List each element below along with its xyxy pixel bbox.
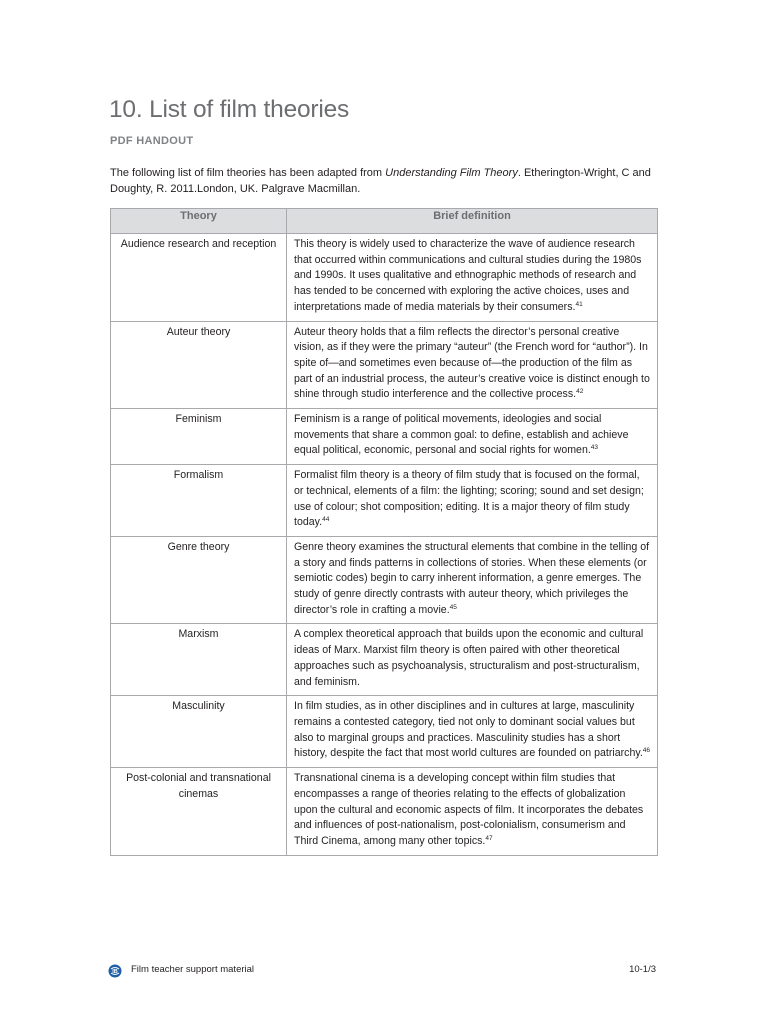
- page-number: 10-1/3: [629, 964, 656, 975]
- table-row: [111, 696, 658, 768]
- theory-name: Feminism: [111, 409, 287, 465]
- definition-column-header: Brief definition: [287, 209, 658, 234]
- theory-definition: Auteur theory holds that a film reflects the director’s personal creative vision, as if they were the primary “auteur” (the French word for “author”). In spite of—and sometimes even because of—the production of the film as part of an industrial process, the auteur’s creative voice is distinct enough to shine through studio interference and the collective process.$^{42}$: [287, 321, 658, 409]
- footnote-ref: 44: [322, 516, 330, 524]
- ib-globe-icon: [108, 964, 122, 978]
- page-subtitle: PDF HANDOUT: [110, 135, 194, 147]
- theory-name: Genre theory: [111, 536, 287, 624]
- footnote-ref: 43: [590, 444, 599, 452]
- footnote-ref: 47: [485, 834, 493, 842]
- film-theories-table: [110, 208, 658, 856]
- theory-column-header: Theory: [111, 209, 287, 234]
- theory-name: Post-colonial and transnational cinemas: [111, 768, 287, 856]
- theory-name: Auteur theory: [111, 321, 287, 409]
- table-row: [111, 768, 658, 856]
- footer-label: Film teacher support material: [131, 964, 255, 975]
- footnote-ref: 46: [642, 747, 651, 755]
- theory-definition: Transnational cinema is a developing concept within film studies that encompasses a range of theories relating to the effects of globalization upon the cultural and economic aspects of film. It incorporates the debates and influences of post-nationalism, post-colonialism, consumerism and Third Cinema, among many other topics.$^{47}$: [287, 768, 658, 856]
- intro-book-title: Understanding Film Theory: [385, 167, 518, 179]
- theory-name: Formalism: [111, 465, 287, 537]
- theory-name: Marxism: [111, 624, 287, 696]
- footnote-ref: 41: [575, 300, 583, 308]
- theory-definition: This theory is widely used to characterize the wave of audience research that occurred within communications and cultural studies during the 1980s and 1990s. It uses qualitative and ethnographic methods of research and has tended to be concerned with exploring the active choices, uses and interpretations made of media materials by their consumers.$^{41}$: [287, 234, 658, 322]
- intro-text-before: The following list of film theories has been adapted from: [110, 167, 386, 179]
- theory-definition: In film studies, as in other disciplines and in cultures at large, masculinity remains a contested category, tied not only to dominant social values but also to marginal groups and practices. Masculinity studies has a short history, despite the fact that most world cultures are founded on patriarchy.$^{46}$: [287, 696, 658, 768]
- theory-name: Masculinity: [111, 696, 287, 768]
- theory-definition: Formalist film theory is a theory of film study that is focused on the formal, or technical, elements of a film: the lighting; scoring; sound and set design; use of colour; shot composition; editing. It is a major theory of film study today.$^{44}$: [287, 465, 658, 537]
- ib-globe-icon-letters: IB: [112, 969, 118, 975]
- footnote-ref: 42: [576, 388, 584, 396]
- theory-definition: Feminism is a range of political movements, ideologies and social movements that share a common goal: to define, establish and achieve equal political, economic, personal and social rights for women.$^{43}$: [287, 409, 658, 465]
- theory-definition: Genre theory examines the structural elements that combine in the telling of a story and finds patterns in collections of stories. When these elements (or semiotic codes) begin to carry inherent information, a genre emerges. The study of genre directly contrasts with auteur theory, which privileges the director’s role in crafting a movie.$^{45}$: [287, 536, 658, 624]
- table-row: [111, 536, 658, 624]
- table-row: [111, 465, 658, 537]
- table-header-row: [111, 209, 658, 234]
- footnote-ref: 45: [449, 603, 457, 611]
- intro-text-after: . Etherington-Wright, C and Doughty, R. 2011.London, UK. Palgrave Macmillan.: [110, 167, 651, 195]
- theory-name: Audience research and reception: [111, 234, 287, 322]
- table-row: [111, 409, 658, 465]
- page-title: 10. List of film theories: [109, 96, 350, 123]
- theory-definition: A complex theoretical approach that builds upon the economic and cultural ideas of Marx. Marxist film theory is often paired with other theoretical approaches such as psychoanalysis, structuralism and post-structuralism, and feminism.: [287, 624, 658, 696]
- intro-paragraph: [110, 165, 662, 197]
- table-row: [111, 234, 658, 322]
- table-row: [111, 321, 658, 409]
- table-row: [111, 624, 658, 696]
